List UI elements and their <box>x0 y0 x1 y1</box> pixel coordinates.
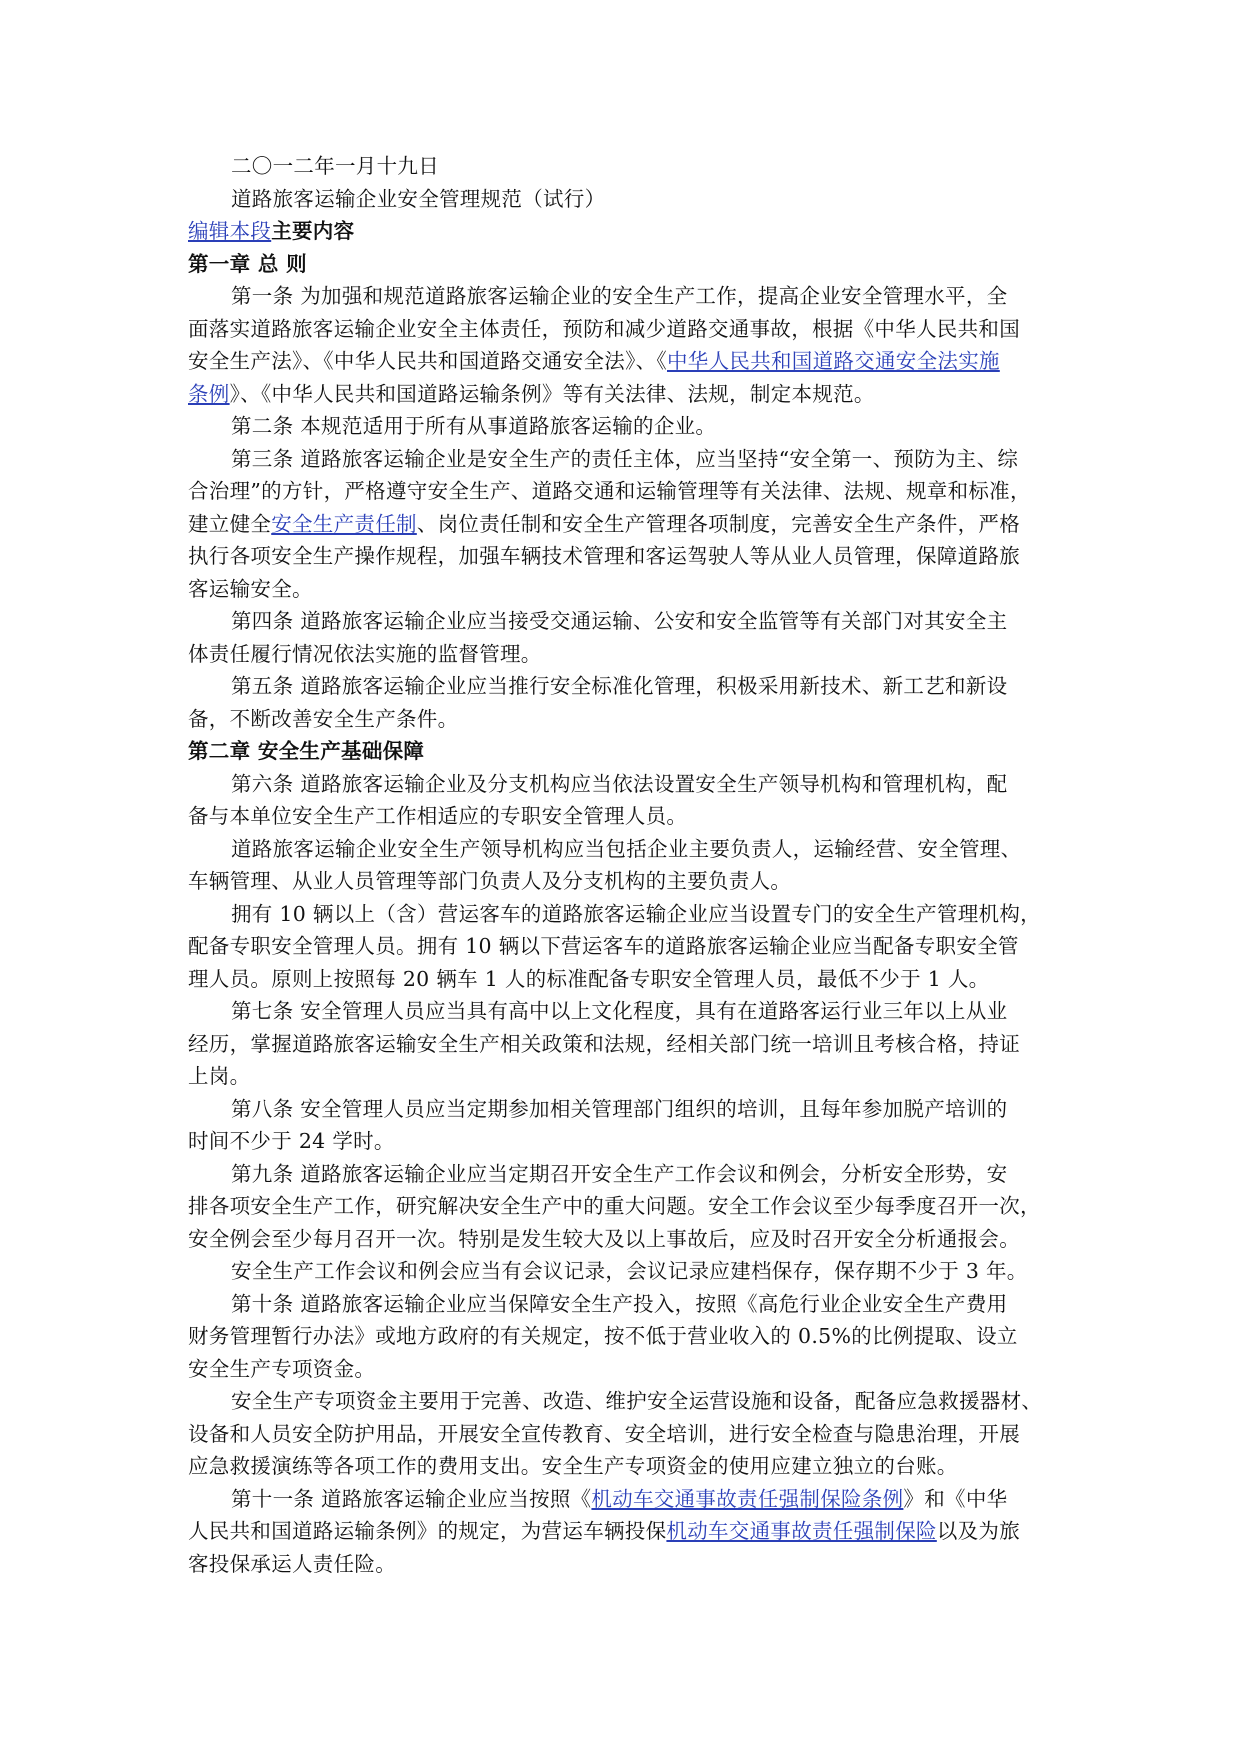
article-4-line-2: 体责任履行情况依法实施的监督管理。 <box>188 641 542 666</box>
article-5 <box>188 670 1068 735</box>
edit-section-link[interactable]: 编辑本段 <box>188 219 272 243</box>
document-body <box>188 150 1068 1580</box>
article-8-line-2: 时间不少于 24 学时。 <box>188 1129 395 1153</box>
article-6c-line-2: 配备专职安全管理人员。拥有 10 辆以下营运客车的道路旅客运输企业应当配备专职安全管 <box>188 934 1019 958</box>
article-10b-line-1: 安全生产专项资金主要用于完善、改造、维护安全运营设施和设备，配备应急救援器材、 <box>231 1389 1043 1413</box>
article-2: 第二条 本规范适用于所有从事道路旅客运输的企业。 <box>231 414 717 438</box>
article-7-line-2: 经历，掌握道路旅客运输安全生产相关政策和法规，经相关部门统一培训且考核合格，持证 <box>188 1031 1020 1056</box>
article-9-para-2: 安全生产工作会议和例会应当有会议记录，会议记录应建档保存，保存期不少于 3 年。 <box>231 1259 1028 1283</box>
article-1 <box>188 280 1068 410</box>
article-10-para-2 <box>188 1385 1068 1483</box>
article-7-line-3: 上岗。 <box>188 1064 251 1088</box>
article-8 <box>188 1093 1068 1158</box>
article-11-line-3: 客投保承运人责任险。 <box>188 1551 396 1576</box>
article-11-text-cont: 》和《中华 <box>903 1486 1008 1511</box>
date-line: 二〇一二年一月十九日 <box>231 154 439 178</box>
document-title: 道路旅客运输企业安全管理规范（试行） <box>231 186 606 211</box>
article-10-line-2: 财务管理暂行办法》或地方政府的有关规定，按不低于营业收入的 0.5%的比例提取、设立 <box>188 1324 1018 1348</box>
article-5-line-1: 第五条 道路旅客运输企业应当推行安全标准化管理，积极采用新技术、新工艺和新设 <box>231 674 1008 698</box>
article-1-line-2: 面落实道路旅客运输企业安全主体责任，预防和减少道路交通事故，根据《中华人民共和国 <box>188 316 1020 341</box>
article-1-line-4 <box>188 378 1068 411</box>
article-6 <box>188 768 1068 833</box>
article-6-para-2 <box>188 833 1068 898</box>
article-11-text: 第十一条 道路旅客运输企业应当按照《 <box>231 1486 592 1511</box>
article-9 <box>188 1158 1068 1256</box>
article-6-para-3 <box>188 898 1068 996</box>
section-heading: 主要内容 <box>271 219 355 243</box>
article-7-line-1: 第七条 安全管理人员应当具有高中以上文化程度，具有在道路客运行业三年以上从业 <box>231 999 1008 1023</box>
traffic-safety-law-regulation-link-cont[interactable]: 条例 <box>188 381 230 406</box>
article-10 <box>188 1288 1068 1386</box>
article-10-line-1: 第十条 道路旅客运输企业应当保障安全生产投入，按照《高危行业企业安全生产费用 <box>231 1291 1008 1316</box>
article-1-text-end: 》、《中华人民共和国道路运输条例》等有关法律、法规，制定本规范。 <box>229 381 875 406</box>
article-6b-line-2: 车辆管理、从业人员管理等部门负责人及分支机构的主要负责人。 <box>188 869 792 893</box>
article-3-text-cont: 、岗位责任制和安全生产管理各项制度，完善安全生产条件，严格 <box>416 511 1021 536</box>
article-6-line-1: 第六条 道路旅客运输企业及分支机构应当依法设置安全生产领导机构和管理机构，配 <box>231 771 1008 796</box>
article-9-line-3: 安全例会至少每月召开一次。特别是发生较大及以上事故后，应及时召开安全分析通报会。 <box>188 1226 1020 1251</box>
article-3 <box>188 443 1068 606</box>
article-6c-line-1: 拥有 10 辆以上（含）营运客车的道路旅客运输企业应当设置专门的安全生产管理机构， <box>231 901 1041 926</box>
article-10b-line-2: 设备和人员安全防护用品，开展安全宣传教育、安全培训，进行安全检查与隐患治理，开展 <box>188 1421 1020 1446</box>
section-heading-line <box>188 215 1068 248</box>
article-3-line-2: 合治理”的方针，严格遵守安全生产、道路交通和运输管理等有关法律、法规、规章和标准， <box>188 479 1031 503</box>
article-11 <box>188 1483 1068 1581</box>
article-3-line-1: 第三条 道路旅客运输企业是安全生产的责任主体，应当坚持“安全第一、预防为主、综 <box>231 446 1019 471</box>
article-11-line-1 <box>188 1483 1068 1516</box>
article-6-line-2: 备与本单位安全生产工作相适应的专职安全管理人员。 <box>188 804 688 828</box>
article-9-line-2: 排各项安全生产工作，研究解决安全生产中的重大问题。安全工作会议至少每季度召开一次， <box>188 1194 1041 1218</box>
article-4 <box>188 605 1068 670</box>
article-1-line-3 <box>188 345 1068 378</box>
compulsory-insurance-link[interactable]: 机动车交通事故责任强制保险 <box>666 1519 937 1543</box>
compulsory-insurance-regulation-link[interactable]: 机动车交通事故责任强制保险条例 <box>591 1486 904 1511</box>
article-4-line-1: 第四条 道路旅客运输企业应当接受交通运输、公安和安全监管等有关部门对其安全主 <box>231 609 1008 633</box>
article-11-line-2 <box>188 1515 1068 1548</box>
article-10b-line-3: 应急救援演练等各项工作的费用支出。安全生产专项资金的使用应建立独立的台账。 <box>188 1454 958 1478</box>
article-3-text: 建立健全 <box>188 511 272 536</box>
article-6c-line-3: 理人员。原则上按照每 20 辆车 1 人的标准配备专职安全管理人员，最低不少于 1 人。 <box>188 966 990 991</box>
article-6b-line-1: 道路旅客运输企业安全生产领导机构应当包括企业主要负责人，运输经营、安全管理、 <box>231 836 1022 861</box>
article-1-line-1: 第一条 为加强和规范道路旅客运输企业的安全生产工作，提高企业安全管理水平，全 <box>231 284 1008 308</box>
traffic-safety-law-regulation-link[interactable]: 中华人民共和国道路交通安全法实施 <box>667 349 1000 373</box>
article-11-text-2: 人民共和国道路运输条例》的规定，为营运车辆投保 <box>188 1519 667 1543</box>
article-1-text: 安全生产法》、《中华人民共和国道路交通安全法》、《 <box>188 349 667 373</box>
article-11-text-2-cont: 以及为旅 <box>936 1519 1021 1543</box>
article-3-line-5: 客运输安全。 <box>188 576 313 601</box>
chapter-1-title: 第一章 总 则 <box>188 251 307 276</box>
article-7 <box>188 995 1068 1093</box>
article-9-line-1: 第九条 道路旅客运输企业应当定期召开安全生产工作会议和例会，分析安全形势，安 <box>231 1161 1008 1186</box>
article-3-line-3 <box>188 508 1068 541</box>
article-5-line-2: 备，不断改善安全生产条件。 <box>188 706 459 731</box>
article-10-line-3: 安全生产专项资金。 <box>188 1356 376 1381</box>
chapter-2-title: 第二章 安全生产基础保障 <box>188 739 425 763</box>
safety-responsibility-system-link[interactable]: 安全生产责任制 <box>271 511 417 536</box>
article-3-line-4: 执行各项安全生产操作规程，加强车辆技术管理和客运驾驶人等从业人员管理，保障道路旅 <box>188 544 1020 568</box>
article-8-line-1: 第八条 安全管理人员应当定期参加相关管理部门组织的培训，且每年参加脱产培训的 <box>231 1096 1008 1121</box>
